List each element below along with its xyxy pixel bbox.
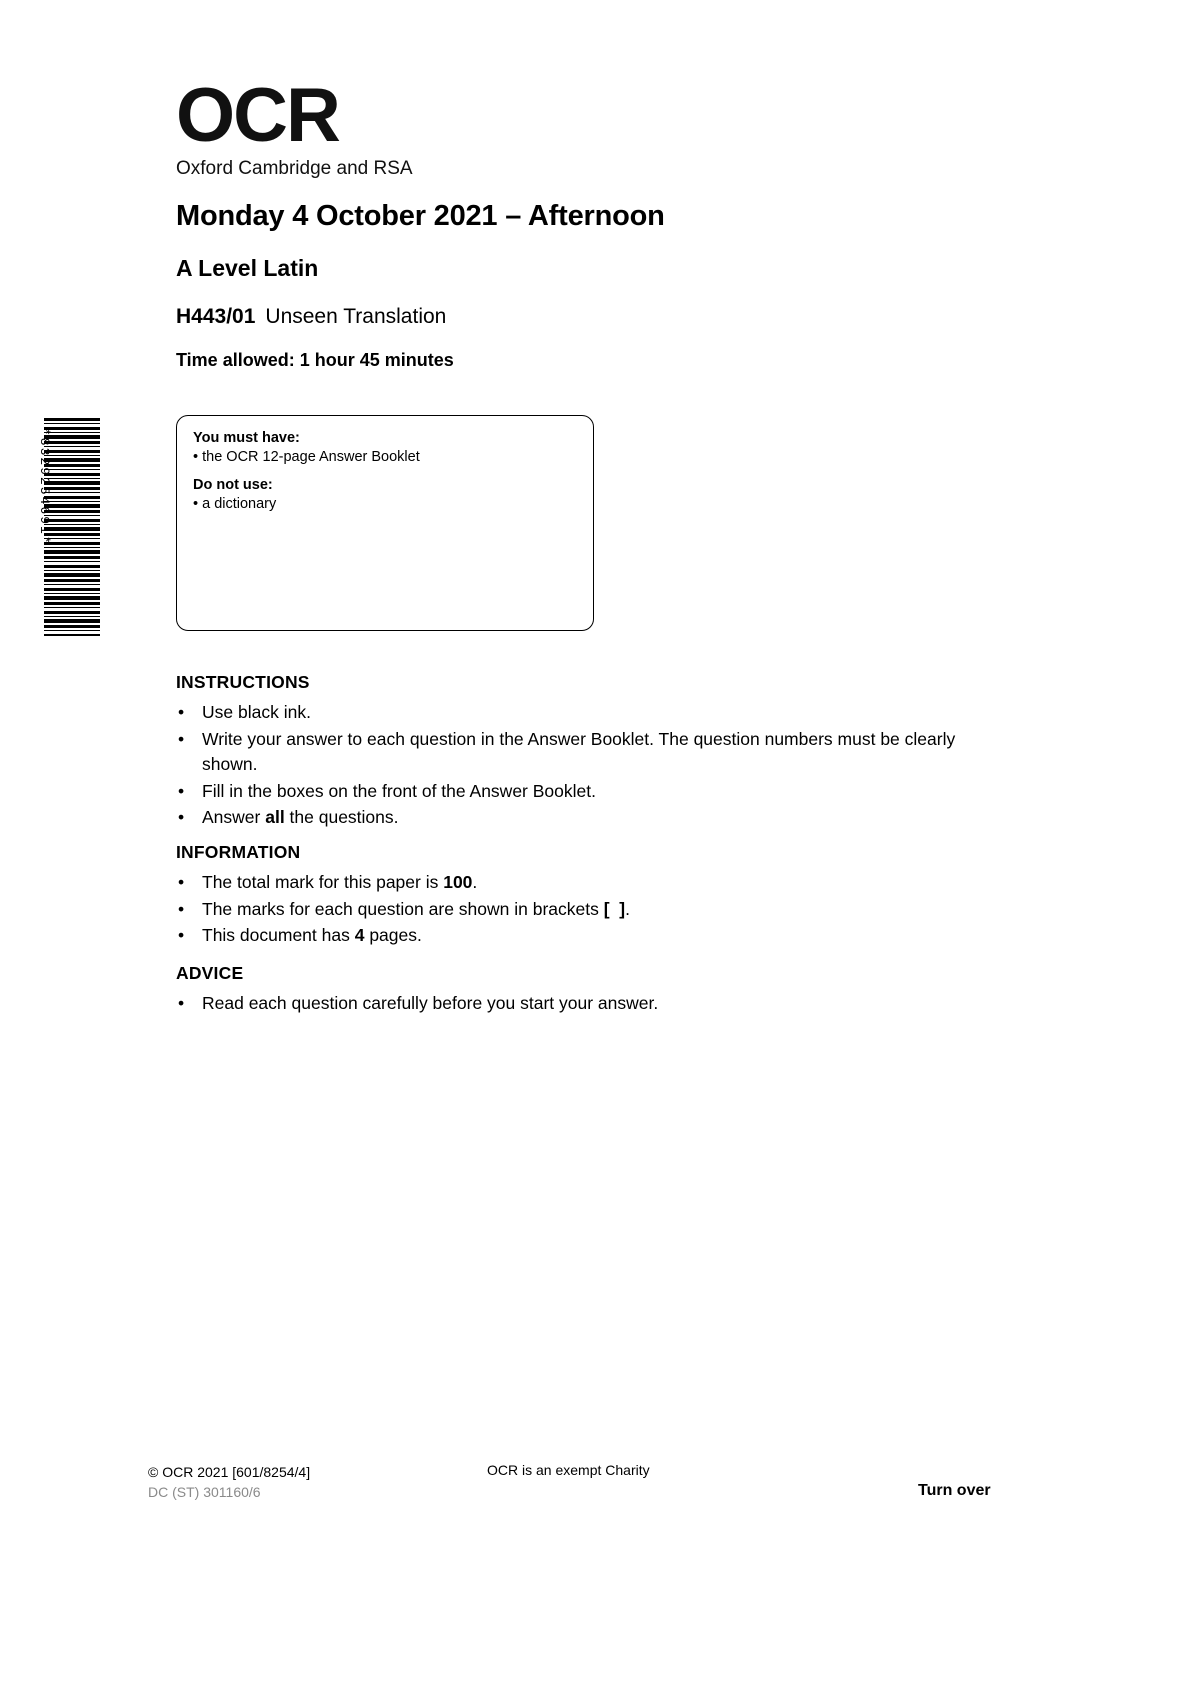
- ocr-logo-subtitle: Oxford Cambridge and RSA: [176, 158, 413, 179]
- charity-statement: OCR is an exempt Charity: [487, 1462, 650, 1478]
- do-not-use-title: Do not use:: [193, 477, 273, 493]
- do-not-use-item: • a dictionary: [193, 496, 277, 512]
- list-item: • Answer all the questions.: [176, 805, 1006, 831]
- paper-code: H443/01: [176, 305, 256, 328]
- must-have-item: • the OCR 12-page Answer Booklet: [193, 449, 420, 465]
- barcode-value: *8329254691*: [37, 428, 52, 546]
- information-title: INFORMATION: [176, 842, 301, 862]
- document-code: DC (ST) 301160/6: [148, 1484, 261, 1500]
- list-item: • The total mark for this paper is 100.: [176, 870, 1006, 896]
- total-mark-value: 100: [443, 872, 473, 892]
- barcode: [37, 418, 100, 636]
- list-item: • Write your answer to each question in the Answer Booklet. The question numbers must be clearly shown.: [176, 727, 1006, 778]
- list-item: • Use black ink.: [176, 700, 1006, 726]
- information-list: [176, 870, 1006, 949]
- ocr-logo-mark: OCR: [176, 73, 339, 158]
- instructions-list: [176, 700, 1006, 831]
- list-item: • This document has 4 pages.: [176, 923, 1006, 949]
- information-section: [176, 842, 1006, 950]
- ocr-logo: [176, 73, 413, 180]
- advice-title: ADVICE: [176, 963, 244, 983]
- materials-box: [176, 415, 594, 631]
- instructions-section: [176, 672, 1006, 832]
- brackets-symbol: [ ]: [603, 898, 626, 919]
- paper-name: Unseen Translation: [265, 305, 447, 328]
- instructions-title: INSTRUCTIONS: [176, 672, 310, 692]
- copyright-line: © OCR 2021 [601/8254/4]: [148, 1464, 311, 1480]
- time-allowed: Time allowed: 1 hour 45 minutes: [176, 350, 454, 370]
- must-have-title: You must have:: [193, 430, 300, 446]
- paper-code-line: [176, 305, 446, 329]
- barcode-bars: [44, 418, 100, 636]
- list-item: • Fill in the boxes on the front of the Answer Booklet.: [176, 779, 1006, 805]
- exam-date-session: Monday 4 October 2021 – Afternoon: [176, 200, 665, 232]
- turn-over-label: Turn over: [918, 1482, 991, 1499]
- advice-section: [176, 963, 1006, 1018]
- advice-list: [176, 991, 1006, 1017]
- list-item: • The marks for each question are shown in brackets [ ].: [176, 897, 1006, 923]
- emphasis-all: all: [265, 807, 285, 827]
- list-item: • Read each question carefully before you start your answer.: [176, 991, 1006, 1017]
- qualification-title: A Level Latin: [176, 255, 319, 281]
- footer-left: [148, 1462, 310, 1502]
- page-count-value: 4: [354, 925, 365, 945]
